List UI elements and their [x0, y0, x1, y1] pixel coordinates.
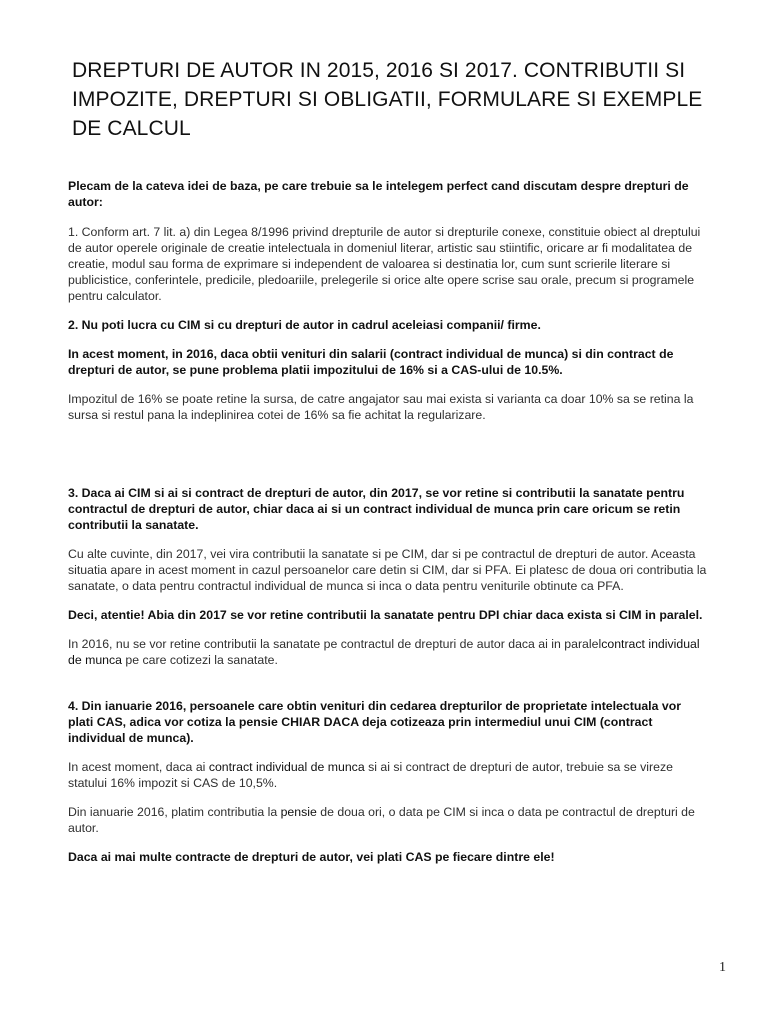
- point-4-bold-paragraph: Daca ai mai multe contracte de drepturi de autor, vei plati CAS pe fiecare dintre ele!: [68, 850, 555, 864]
- point-4-text-2: Din ianuarie 2016, platim contributia la: [68, 805, 281, 819]
- point-3-heading: 3. Daca ai CIM si ai si contract de drepturi de autor, din 2017, se vor retine si contributii la sanatate pentru contractul de drepturi de autor, chiar daca ai si un contract individual de munca prin care oricum se retin contributii la sanatate.: [68, 486, 685, 532]
- document-body: [68, 178, 708, 865]
- pensie-link[interactable]: pensie: [280, 805, 317, 819]
- cim-link[interactable]: contract individual de munca: [68, 637, 700, 667]
- point-2-bold-paragraph: In acest moment, in 2016, daca obtii venituri din salarii (contract individual de munca) si din contract de drepturi de autor, se pune problema platii impozitului de 16% si a CAS-ului de 10.5%.: [68, 347, 674, 377]
- cim-link-2[interactable]: contract individual de munca: [208, 760, 365, 774]
- point-2-heading: 2. Nu poti lucra cu CIM si cu drepturi de autor in cadrul aceleiasi companii/ firme.: [68, 318, 541, 332]
- point-4-text-2-end: de doua ori, o data pe CIM si inca o data pe contractul de drepturi de autor.: [68, 805, 695, 835]
- point-1-paragraph: 1. Conform art. 7 lit. a) din Legea 8/1996 privind drepturile de autor si drepturile conexe, constituie obiect al dreptului de autor operele originale de creatie intelectuala in domeniul literar, artistic sau stiintific, oricare ar fi modalitatea de creatie, modul sau forma de exprimare si independent de valoarea si destinatia lor, cum sunt scrierile literare si publicistice, conferintele, predicile, pledoariile, prelegerile si orice alte opere scrise sau orale, precum si programele pentru calculator.: [68, 225, 701, 303]
- point-4-text-paragraph-1: [68, 759, 708, 791]
- document-title: DREPTURI DE AUTOR IN 2015, 2016 SI 2017. CONTRIBUTII SI IMPOZITE, DREPTURI SI OBLIGATII, FORMULARE SI EXEMPLE DE CALCUL: [72, 59, 703, 140]
- point-3-note-text-end: pe care cotizezi la sanatate.: [122, 653, 278, 667]
- point-4-text-1-end: si ai si contract de drepturi de autor, trebuie sa se vireze statului 16% impozit si CAS de 10,5%.: [68, 760, 673, 790]
- point-2-text-paragraph: Impozitul de 16% se poate retine la sursa, de catre angajator sau mai exista si varianta ca doar 10% sa se retina la sursa si restul pana la indeplinirea cotei de 16% sa fie achitat la regularizare.: [68, 392, 694, 422]
- point-4-heading: 4. Din ianuarie 2016, persoanele care obtin venituri din cedarea drepturilor de proprietate intelectuala vor plati CAS, adica vor cotiza la pensie CHIAR DACA deja cotizeaza prin intermediul unui CIM (contract individual de munca).: [68, 699, 681, 745]
- point-4-text-paragraph-2: [68, 804, 708, 836]
- page-number: 1: [719, 960, 726, 975]
- point-3-note-paragraph: [68, 636, 708, 668]
- point-3-text-paragraph: Cu alte cuvinte, din 2017, vei vira contributii la sanatate si pe CIM, dar si pe contractul de drepturi de autor. Aceasta situatia apare in acest moment in cazul persoanelor care detin si CIM, dar si PFA. Ei platesc de doua ori contributia la sanatate, o data pentru contractul individual de munca si inca o data pentru veniturile obtinute ca PFA.: [68, 547, 707, 593]
- point-3-bold-paragraph: Deci, atentie! Abia din 2017 se vor retine contributii la sanatate pentru DPI chiar daca exista si CIM in paralel.: [68, 608, 703, 622]
- intro-paragraph: Plecam de la cateva idei de baza, pe care trebuie sa le intelegem perfect cand discutam despre drepturi de autor:: [68, 179, 689, 209]
- point-4-text-1: In acest moment, daca ai: [68, 760, 209, 774]
- point-3-note-text: In 2016, nu se vor retine contributii la sanatate pe contractul de drepturi de autor daca ai in paralel: [68, 637, 602, 651]
